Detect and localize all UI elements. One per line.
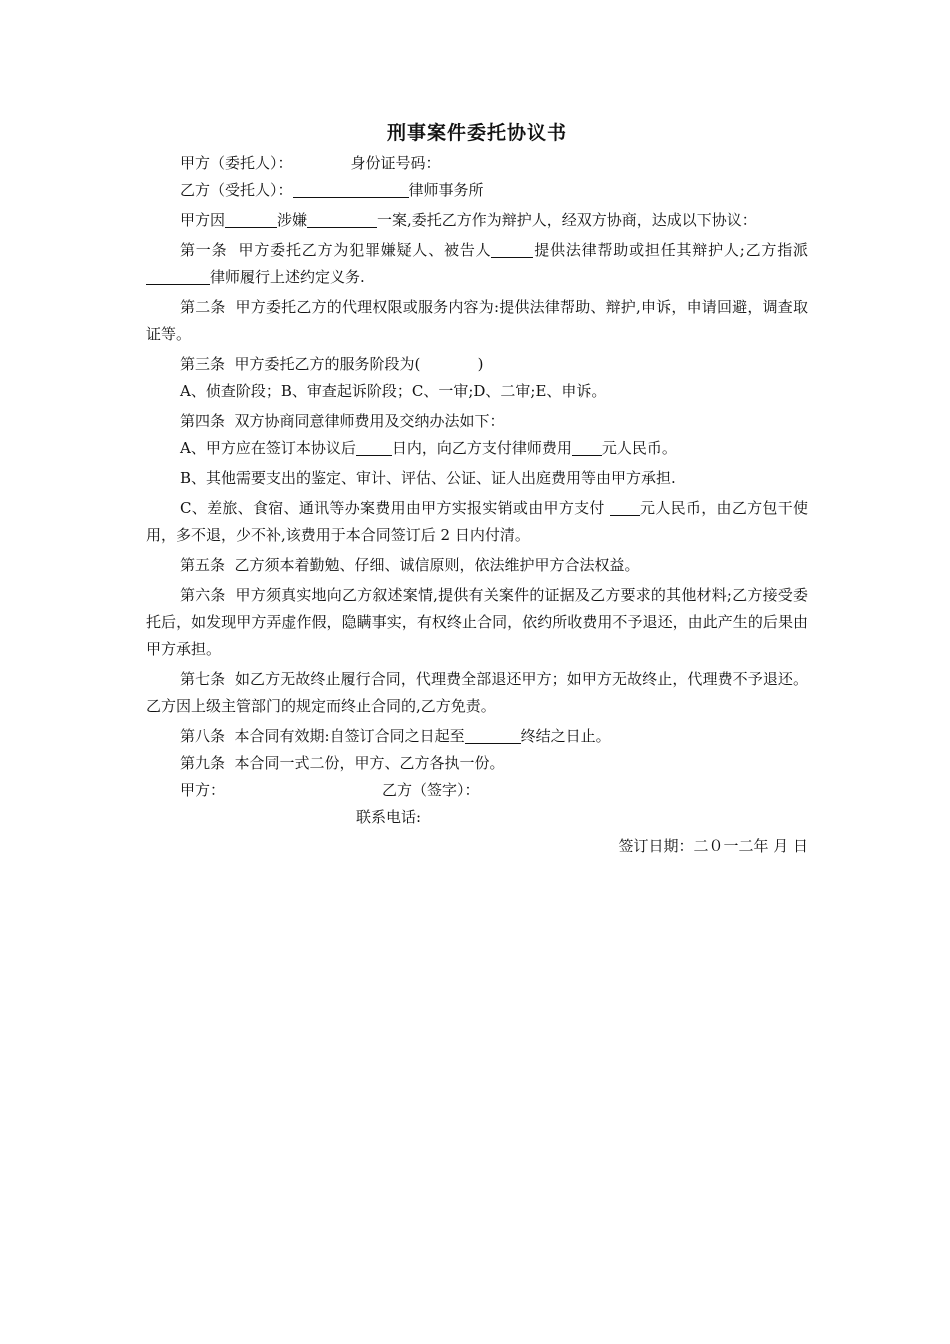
article-4-c-text-1: C、差旅、食宿、通讯等办案费用由甲方实报实销或由甲方支付 [180, 499, 610, 517]
party-a-line [146, 150, 808, 177]
law-firm-suffix: 律师事务所 [408, 181, 484, 199]
article-1-text-2: 提供法律帮助或担任其辩护人;乙方指派 [533, 241, 808, 259]
party-b-line [146, 177, 808, 204]
lawyer-name-blank[interactable] [146, 266, 210, 285]
days-blank[interactable] [356, 437, 392, 456]
article-6: 第六条 甲方须真实地向乙方叙述案情,提供有关案件的证据及乙方要求的其他材料;乙方接受委托后，如发现甲方弄虚作假，隐瞒事实，有权终止合同，依约所收费用不予退还，由此产生的后果由甲方承担。 [146, 586, 808, 658]
validity-end-blank[interactable] [465, 725, 521, 744]
phone-row [146, 804, 808, 831]
intro-text-2: 涉嫌 [277, 211, 308, 229]
article-8-text-2: 终结之日止。 [520, 727, 611, 745]
party-a-signature-label: 甲方： [180, 781, 226, 799]
party-b-label: 乙方（受托人）： [180, 181, 293, 199]
article-8 [146, 723, 808, 750]
article-9: 第九条 本合同一式二份，甲方、乙方各执一份。 [180, 754, 505, 772]
article-3-options: A、侦查阶段；B、审查起诉阶段；C、一审;D、二审;E、申诉。 [180, 382, 607, 400]
article-4-c-text-2: 元人民币，由乙方包干使用，多不退，少不补,该费用于本合同签订后 2 日内付清。 [146, 499, 808, 544]
id-number-label: 身份证号码： [350, 154, 441, 172]
document-title: 刑事案件委托协议书 [386, 122, 567, 144]
fee-amount-blank[interactable] [572, 437, 602, 456]
article-8-text-1: 第八条 本合同有效期:自签订合同之日起至 [180, 727, 465, 745]
article-1-text-1: 第一条 甲方委托乙方为犯罪嫌疑人、被告人 [180, 241, 492, 259]
article-4-a-text-1: A、甲方应在签订本协议后 [180, 439, 356, 457]
contract-page [146, 118, 808, 860]
article-4-a-text-3: 元人民币。 [601, 439, 677, 457]
article-4-item-b: B、其他需要支出的鉴定、审计、评估、公证、证人出庭费用等由甲方承担. [180, 469, 676, 487]
charge-blank[interactable] [307, 209, 377, 228]
party-b-signature-label: 乙方（签字）： [382, 781, 480, 799]
article-4-item-c [146, 495, 808, 549]
intro-paragraph [146, 207, 808, 234]
article-1-text-3: 律师履行上述约定义务. [210, 268, 365, 286]
law-firm-blank[interactable] [293, 179, 409, 198]
signature-row [146, 777, 808, 804]
article-1 [146, 237, 808, 291]
article-4-a-text-2: 日内，向乙方支付律师费用 [391, 439, 572, 457]
intro-text-3: 一案,委托乙方作为辩护人，经双方协商，达成以下协议： [377, 211, 757, 229]
intro-text-1: 甲方因 [180, 211, 226, 229]
phone-label: 联系电话: [356, 808, 422, 826]
article-4: 第四条 双方协商同意律师费用及交纳办法如下： [180, 412, 505, 430]
client-name-blank[interactable] [225, 209, 277, 228]
article-5: 第五条 乙方须本着勤勉、仔细、诚信原则，依法维护甲方合法权益。 [180, 556, 640, 574]
party-a-label: 甲方（委托人）： [180, 154, 293, 172]
defendant-blank[interactable] [491, 239, 533, 258]
article-4-item-a [146, 435, 808, 462]
article-3: 第三条 甲方委托乙方的服务阶段为( ) [180, 355, 484, 373]
article-2: 第二条 甲方委托乙方的代理权限或服务内容为:提供法律帮助、辩护,申诉，申请回避，调查取证等。 [146, 298, 808, 343]
article-7: 第七条 如乙方无故终止履行合同，代理费全部退还甲方；如甲方无故终止，代理费不予退还。乙方因上级主管部门的规定而终止合同的,乙方免责。 [146, 670, 808, 715]
signing-date: 签订日期：二０一二年 月 日 [618, 837, 808, 855]
expense-amount-blank[interactable] [610, 497, 640, 516]
